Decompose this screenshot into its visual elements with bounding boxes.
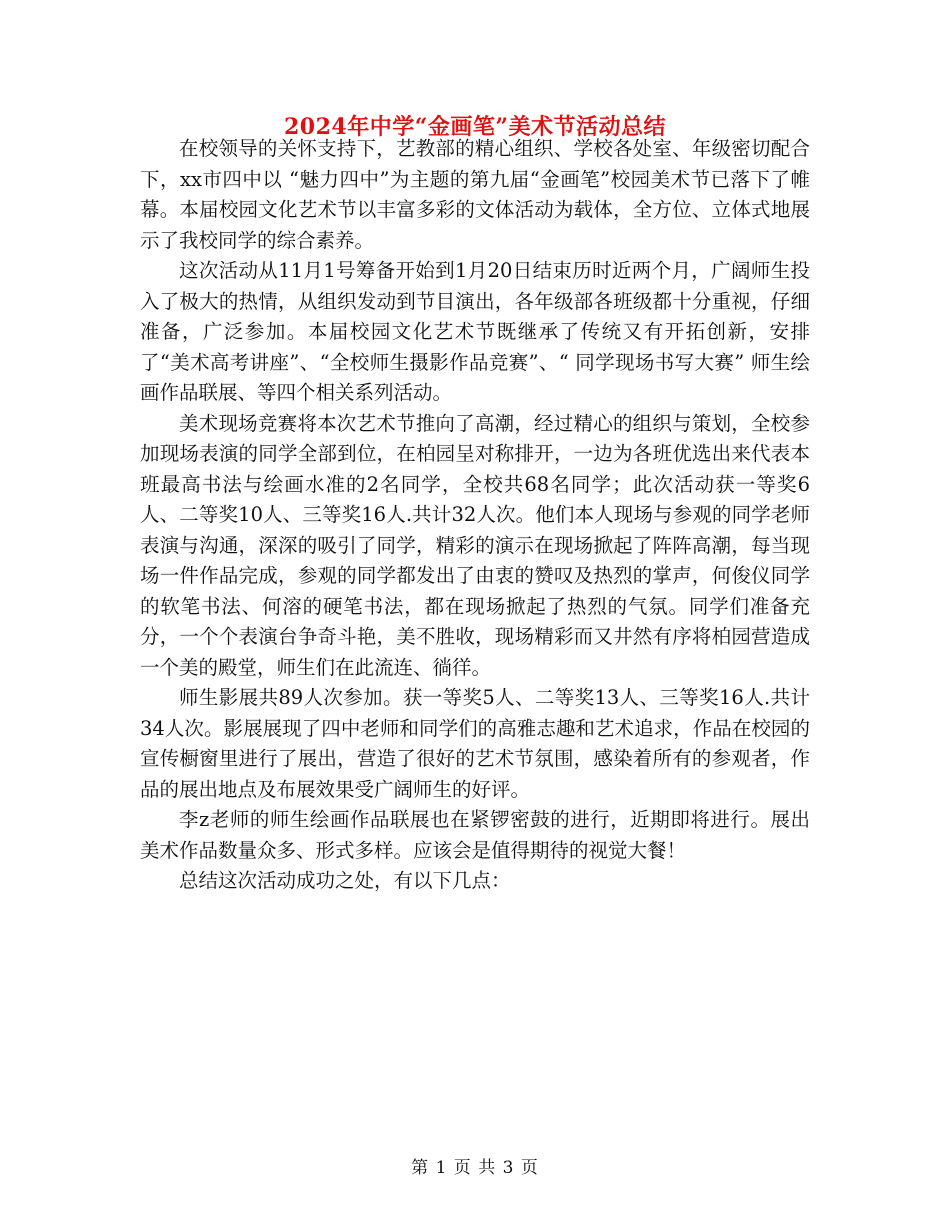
page-title: 2024年中学“金画笔”美术节活动总结 (283, 114, 667, 140)
paragraph: 在校领导的关怀支持下，艺教部的精心组织、学校各处室、年级密切配合下，xx市四中以 “魅力四中”为主题的第九届“金画笔”校园美术节已落下了帷幕。本届校园文化艺术节以丰富多彩的文体活动为载体，全方位、立体式地展示了我校同学的综合素养。 (140, 137, 810, 252)
paragraph: 这次活动从11月1号筹备开始到1月20日结束历时近两个月，广阔师生投入了极大的热情，从组织发动到节目演出，各年级部各班级都十分重视，仔细准备，广泛参加。本届校园文化艺术节既继承了传统又有开拓创新，安排了“美术高考讲座”、“全校师生摄影作品竞赛”、“ 同学现场书写大赛” 师生绘画作品联展、等四个相关系列活动。 (140, 259, 810, 404)
paragraph: 师生影展共89人次参加。获一等奖5人、二等奖13人、三等奖16人.共计34人次。影展展现了四中老师和同学们的高雅志趣和艺术追求，作品在校园的宣传橱窗里进行了展出，营造了很好的艺术节氛围，感染着所有的参观者，作品的展出地点及布展效果受广阔师生的好评。 (140, 686, 810, 801)
page-footer: 第 1 页 共 3 页 (411, 1158, 539, 1178)
document-body (140, 134, 810, 897)
paragraph: 李z老师的师生绘画作品联展也在紧锣密鼓的进行，近期即将进行。展出美术作品数量众多、形式多样。应该会是值得期待的视觉大餐！ (140, 808, 810, 862)
paragraph: 总结这次活动成功之处，有以下几点： (179, 869, 511, 892)
paragraph: 美术现场竞赛将本次艺术节推向了高潮，经过精心的组织与策划，全校参加现场表演的同学全部到位，在柏园呈对称排开，一边为各班优选出来代表本班最高书法与绘画水准的2名同学，全校共68名同学；此次活动获一等奖6人、二等奖10人、三等奖16人.共计32人次。他们本人现场与参观的同学老师表演与沟通，深深的吸引了同学，精彩的演示在现场掀起了阵阵高潮，每当现场一件作品完成，参观的同学都发出了由衷的赞叹及热烈的掌声，何俊仪同学的软笔书法、何溶的硬笔书法，都在现场掀起了热烈的气氛。同学们准备充分，一个个表演台争奇斗艳，美不胜收，现场精彩而又井然有序将柏园营造成一个美的殿堂，师生们在此流连、徜徉。 (140, 411, 810, 679)
